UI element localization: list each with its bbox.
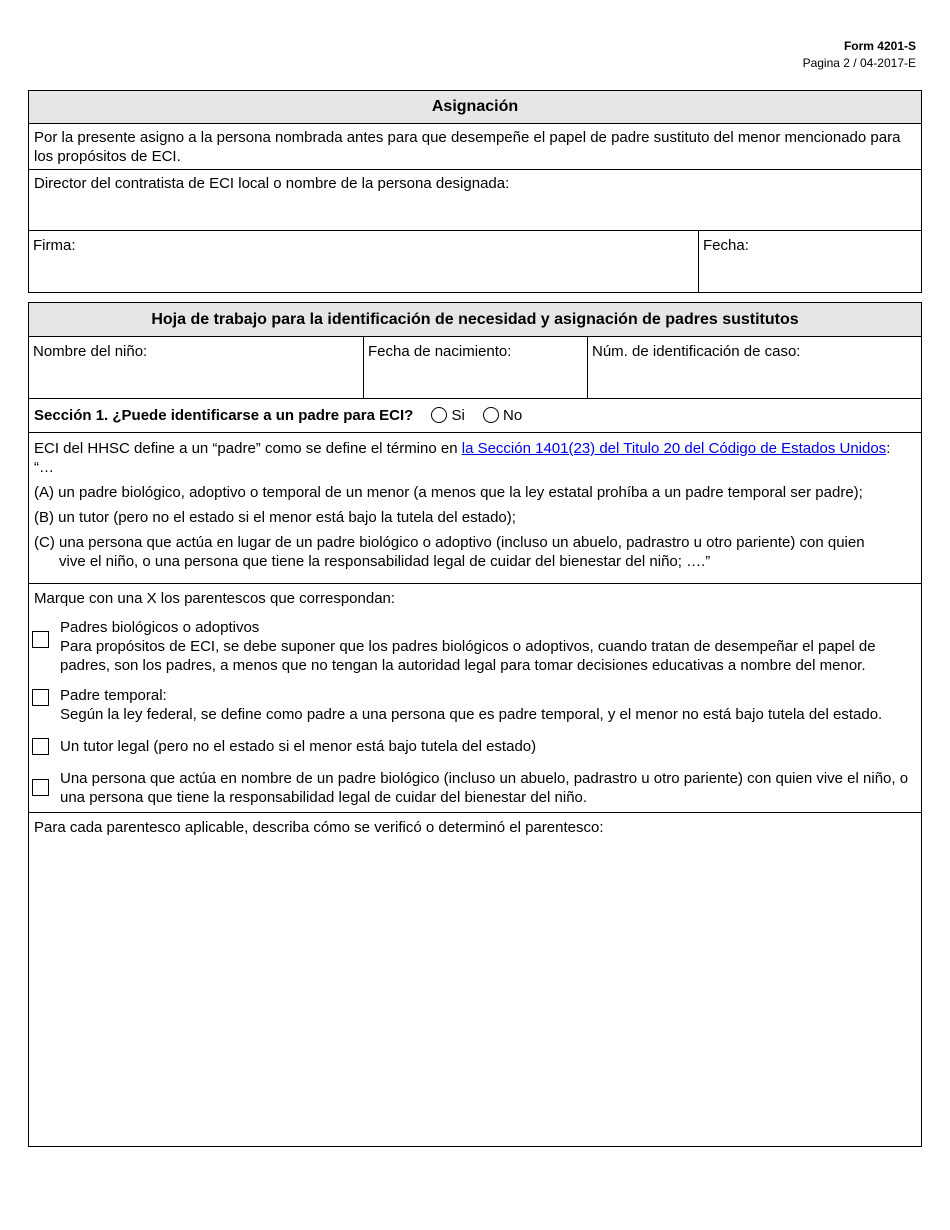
child-name-field[interactable] xyxy=(29,337,364,398)
case-id-label: Núm. de identificación de caso: xyxy=(592,343,801,360)
case-id-field[interactable] xyxy=(588,337,921,398)
definition-b: (B) un tutor (pero no el estado si el menor está bajo la tutela del estado); xyxy=(34,509,516,526)
radio-no[interactable] xyxy=(483,407,499,423)
form-number: Form 4201-S xyxy=(843,39,916,53)
date-field[interactable] xyxy=(699,231,921,292)
verification-field[interactable] xyxy=(29,813,921,1146)
check-1-text: Para propósitos de ECI, se debe suponer que los padres biológicos o adoptivos, cuando tratan de desempeñar el papel de padres, son los padres, a menos que no tengan la autoridad legal para tomar decisiones educativas a nombre del menor. xyxy=(60,638,876,674)
assignment-title: Asignación xyxy=(29,91,921,124)
birth-date-label: Fecha de nacimiento: xyxy=(368,343,512,360)
radio-yes-label: Si xyxy=(451,407,465,424)
birth-date-field[interactable] xyxy=(364,337,588,398)
child-name-label: Nombre del niño: xyxy=(33,343,148,360)
date-label: Fecha: xyxy=(703,237,749,254)
check-item-guardian xyxy=(34,737,916,756)
section1-row xyxy=(29,399,921,433)
check-3-text: Un tutor legal (pero no el estado si el menor está bajo tutela del estado) xyxy=(60,738,537,755)
director-label: Director del contratista de ECI local o nombre de la persona designada: xyxy=(34,175,510,192)
check-2-title: Padre temporal: xyxy=(60,687,167,704)
quote-open: “… xyxy=(34,459,54,476)
check-intro: Marque con una X los parentescos que correspondan: xyxy=(34,590,396,607)
check-1-title: Padres biológicos o adoptivos xyxy=(60,619,260,636)
director-field[interactable] xyxy=(29,170,921,231)
definition-c-line1: (C) una persona que actúa en lugar de un padre biológico o adoptivo (incluso un abuelo, padrastro u otro pariente) con quien xyxy=(34,534,865,551)
check-2-text: Según la ley federal, se define como padre a una persona que es padre temporal, y el menor no está bajo tutela del estado. xyxy=(60,706,883,723)
definition-intro: ECI del HHSC define a un “padre” como se define el término en xyxy=(34,440,462,457)
checkbox-acting-parent[interactable] xyxy=(32,779,49,796)
checkbox-guardian[interactable] xyxy=(32,738,49,755)
definition-block xyxy=(29,433,921,584)
check-item-biological xyxy=(34,618,916,675)
radio-no-label: No xyxy=(502,407,523,424)
definition-a: (A) un padre biológico, adoptivo o temporal de un menor (a menos que la ley estatal prohíba a un padre temporal ser padre); xyxy=(34,484,863,501)
relationship-checklist xyxy=(29,584,921,813)
verify-label: Para cada parentesco aplicable, describa cómo se verificó o determinó el parentesco: xyxy=(34,819,604,836)
assignment-statement: Por la presente asigno a la persona nombrada antes para que desempeñe el papel de padre sustituto del menor mencionado para los propósitos de ECI. xyxy=(29,124,921,170)
signature-row xyxy=(29,231,921,292)
form-header xyxy=(803,38,916,72)
checkbox-biological[interactable] xyxy=(32,631,49,648)
checkbox-foster[interactable] xyxy=(32,689,49,706)
check-item-foster xyxy=(34,686,916,724)
definition-c-line2: vive el niño, o una persona que tiene la responsabilidad legal de cuidar del bienestar del niño; ….” xyxy=(59,553,711,570)
assignment-section xyxy=(28,90,922,293)
child-info-row xyxy=(29,337,921,399)
worksheet-title: Hoja de trabajo para la identificación de necesidad y asignación de padres sustitutos xyxy=(29,303,921,337)
section1-question: Sección 1. ¿Puede identificarse a un padre para ECI? xyxy=(34,407,414,424)
signature-field[interactable] xyxy=(29,231,699,292)
signature-label: Firma: xyxy=(33,237,76,254)
check-4-text: Una persona que actúa en nombre de un padre biológico (incluso un abuelo, padrastro u otro pariente) con quien vive el niño, o una persona que tiene la responsabilidad legal de cuidar del bienestar del niño. xyxy=(60,770,909,806)
page-info: Pagina 2 / 04-2017-E xyxy=(802,56,916,70)
check-item-acting-parent xyxy=(34,769,916,807)
radio-yes[interactable] xyxy=(431,407,447,423)
definition-colon: : xyxy=(886,440,891,457)
usc-section-link[interactable]: la Sección 1401(23) del Titulo 20 del Código de Estados Unidos xyxy=(461,440,887,457)
worksheet-section xyxy=(28,302,922,1147)
